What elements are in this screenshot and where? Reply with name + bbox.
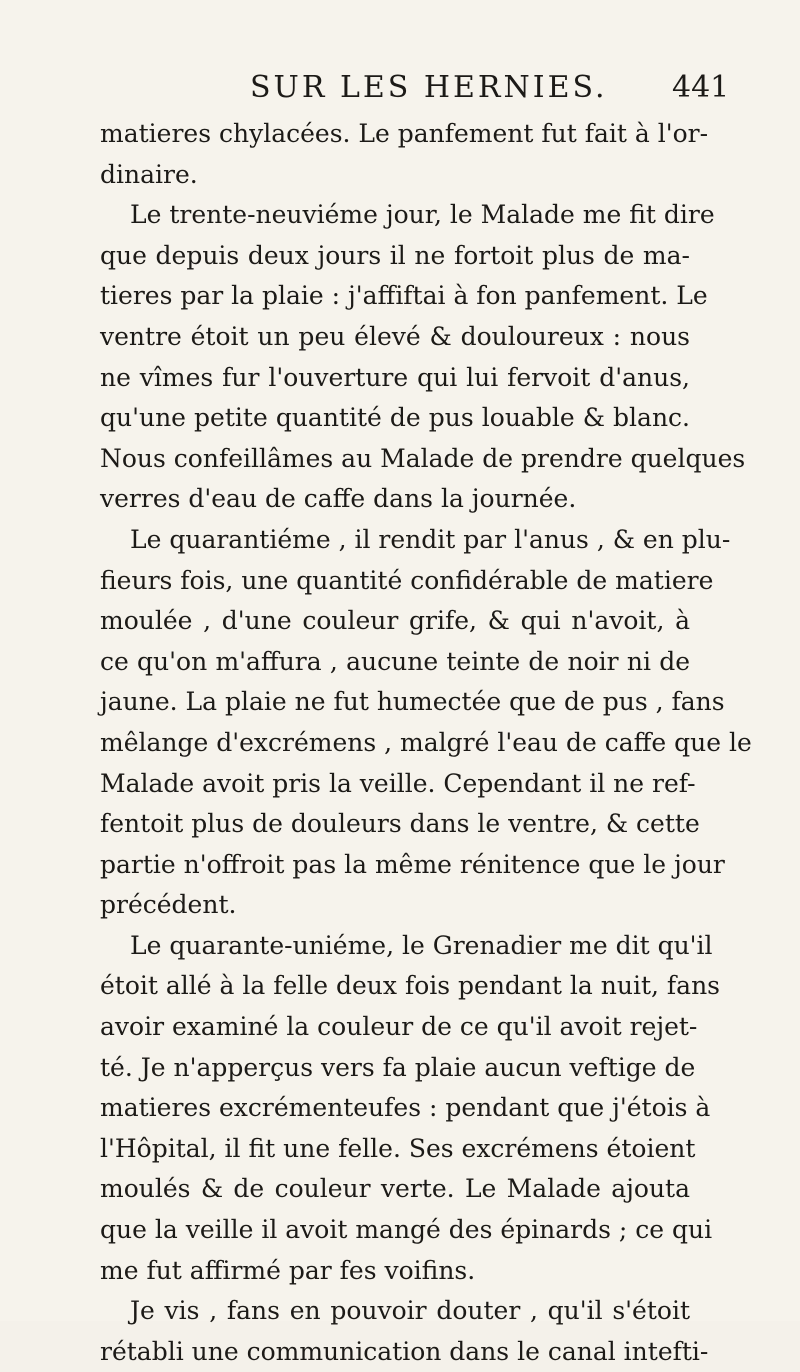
text-line: avoir examiné la couleur de ce qu'il avoit rejet-	[100, 1012, 698, 1042]
text-line: ce qu'on m'affura , aucune teinte de noir ni de	[100, 646, 690, 676]
text-line: moulés & de couleur verte. Le Malade ajouta	[100, 1174, 690, 1204]
text-line: dinaire.	[100, 159, 198, 189]
text-line: fieurs fois, une quantité confidérable de matiere	[100, 565, 714, 595]
text-line: que depuis deux jours il ne fortoit plus de ma-	[100, 240, 690, 270]
text-line: partie n'offroit pas la même rénitence que le jour	[100, 849, 725, 879]
page-number: 441	[672, 70, 730, 105]
text-line: étoit allé à la felle deux fois pendant la nuit, fans	[100, 971, 720, 1001]
text-line: verres d'eau de caffe dans la journée.	[100, 484, 577, 514]
text-line: Le trente-neuviéme jour, le Malade me fit dire	[130, 200, 715, 230]
text-line: Le quarantiéme , il rendit par l'anus , & en plu-	[130, 524, 731, 554]
text-line: Nous confeillâmes au Malade de prendre quelques	[100, 443, 746, 473]
text-line: me fut affirmé par fes voifins.	[100, 1255, 476, 1285]
text-line: matieres chylacées. Le panfement fut fait à l'or-	[100, 119, 709, 148]
text-line: jaune. La plaie ne fut humectée que de pus , fans	[100, 687, 725, 717]
running-head	[0, 70, 800, 110]
text-line: Malade avoit pris la veille. Cependant il ne ref-	[100, 768, 696, 798]
body-text	[100, 114, 752, 1372]
text-line: mêlange d'excrémens , malgré l'eau de caffe que le	[100, 727, 752, 757]
text-line: té. Je n'apperçus vers fa plaie aucun veftige de	[100, 1052, 696, 1082]
text-line: précédent.	[100, 890, 237, 920]
text-line: Je vis , fans en pouvoir douter , qu'il s'étoit	[130, 1296, 690, 1326]
text-line: Le quarante-uniéme, le Grenadier me dit qu'il	[130, 930, 713, 960]
text-line: que la veille il avoit mangé des épinards ; ce qui	[100, 1215, 713, 1245]
text-line: ventre étoit un peu élevé & douloureux : nous	[100, 321, 690, 351]
text-line: ne vîmes fur l'ouverture qui lui fervoit d'anus,	[100, 362, 690, 392]
text-line: l'Hôpital, il fit une felle. Ses excrémens étoient	[100, 1133, 696, 1163]
text-line: tieres par la plaie : j'affiftai à fon panfement. Le	[100, 281, 708, 311]
text-line: fentoit plus de douleurs dans le ventre, & cette	[100, 809, 700, 839]
text-line: moulée , d'une couleur grife, & qui n'avoit, à	[100, 606, 690, 636]
text-line: qu'une petite quantité de pus louable & blanc.	[100, 403, 690, 433]
text-line: matieres excrémenteufes : pendant que j'étois à	[100, 1093, 711, 1123]
text-line: rétabli une communication dans le canal intefti-	[100, 1336, 709, 1366]
running-title: SUR LES HERNIES.	[250, 70, 608, 105]
